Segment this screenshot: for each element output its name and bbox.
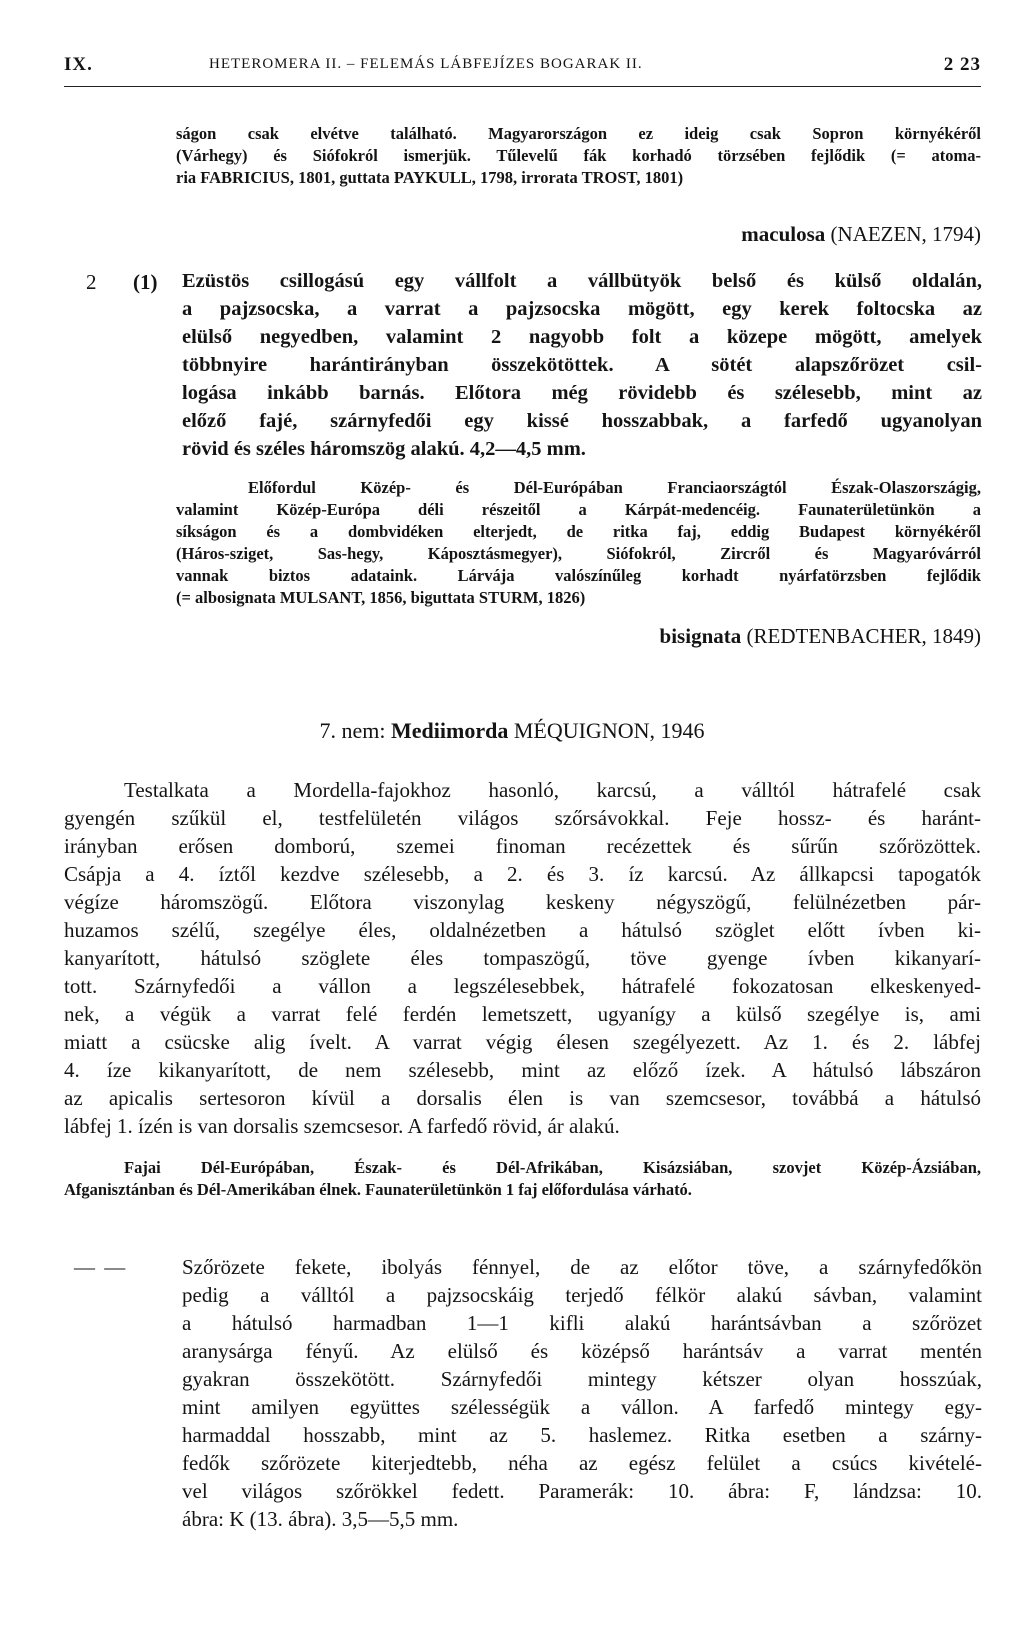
running-header <box>64 54 981 80</box>
key-couplet-marker: (1) <box>133 270 158 294</box>
running-title: HETEROMERA II. – FELEMÁS LÁBFEJÍZES BOGARAK II. <box>209 56 643 72</box>
text-line: kanyarított, hátulsó szöglete éles tompaszögű, töve gyenge ívben kikanyarí- <box>64 946 981 970</box>
text-line: vel világos szőrökkel fedett. Paramerák: 10. ábra: F, lándzsa: 10. <box>182 1479 982 1503</box>
text-line: Fajai Dél-Európában, Észak- és Dél-Afrikában, Kisázsiában, szovjet Közép-Ázsiában, <box>124 1158 981 1177</box>
text-line: fedők szőrözete kiterjedtebb, néha az egész felület a csúcs kivételé- <box>182 1451 982 1475</box>
text-line: mint amilyen együttes szélességük a vállon. A farfedő mintegy egy- <box>182 1395 982 1419</box>
text-line: ria FABRICIUS, 1801, guttata PAYKULL, 1798, irrorata TROST, 1801) <box>176 168 684 187</box>
genus-name: Mediimorda <box>391 718 509 743</box>
text-line: gyakran összekötött. Szárnyfedői mintegy kétszer olyan hosszúak, <box>182 1367 982 1391</box>
text-line: 4. íze kikanyarított, de nem szélesebb, mint az előző ízek. A hátulsó lábszáron <box>64 1058 981 1082</box>
species-heading-bisignata <box>660 624 981 649</box>
text-line: Csápja a 4. íztől kezdve szélesebb, a 2. és 3. íz karcsú. Az állkapcsi tapogatók <box>64 862 981 886</box>
text-line: ságon csak elvétve található. Magyarországon ez ideig csak Sopron környékéről <box>176 124 981 143</box>
text-line: Előfordul Közép- és Dél-Európában Franciaországtól Észak-Olaszországig, <box>248 478 981 497</box>
text-line: tott. Szárnyfedői a vállon a legszélesebbek, hátrafelé fokozatosan elkeskenyed- <box>64 974 981 998</box>
text-line: síkságon és a dombvidéken elterjedt, de ritka faj, eddig Budapest környékéről <box>176 522 981 541</box>
text-line: logása inkább barnás. Előtora még rövidebb és szélesebb, mint az <box>182 382 982 404</box>
page-number: 2 23 <box>943 54 981 75</box>
text-line: ábra: K (13. ábra). 3,5—5,5 mm. <box>182 1507 459 1531</box>
text-line: a hátulsó harmadban 1—1 kifli alakú harántsávban a szőrözet <box>182 1311 982 1335</box>
text-line: harmaddal hosszabb, mint az 5. haslemez. Ritka esetben a szárny- <box>182 1423 982 1447</box>
text-line: vannak biztos adataink. Lárvája valószínűleg korhadt nyárfatörzsben fejlődik <box>176 566 981 585</box>
genus-author: MÉQUIGNON, 1946 <box>513 718 705 743</box>
key-couplet-number: 2 <box>86 270 97 294</box>
text-line: Testalkata a Mordella-fajokhoz hasonló, karcsú, a válltól hátrafelé csak <box>124 778 981 802</box>
species-name: bisignata <box>659 624 742 648</box>
text-line: aranysárga fényű. Az elülső és középső harántsáv a varrat mentén <box>182 1339 982 1363</box>
text-line: végíze háromszögű. Előtora viszonylag keskeny négyszögű, felülnézetben pár- <box>64 890 981 914</box>
text-line: huzamos szélű, szegélye éles, oldalnézetben a hátulsó szöglet előtt ívben ki- <box>64 918 981 942</box>
text-line: valamint Közép-Európa déli részeitől a Kárpát-medencéig. Faunaterületünkön a <box>176 500 981 519</box>
text-line: Szőrözete fekete, ibolyás fénnyel, de az előtor töve, a szárnyfedőkön <box>182 1255 982 1279</box>
text-line: többnyire harántirányban összekötöttek. A sötét alapszőrözet csil- <box>182 354 982 376</box>
species-heading-maculosa <box>741 222 981 247</box>
text-line: Afganisztánban és Dél-Amerikában élnek. Faunaterületünkön 1 faj előfordulása várható. <box>64 1180 692 1199</box>
text-line: (Háros-sziget, Sas-hegy, Káposztásmegyer), Siófokról, Zircről és Magyaróvárról <box>176 544 981 563</box>
text-line: rövid és széles háromszög alakú. 4,2—4,5 mm. <box>182 438 586 460</box>
genus-heading <box>0 718 1024 744</box>
text-line: Ezüstös csillogású egy vállfolt a vállbütyök belső és külső oldalán, <box>182 270 982 292</box>
species-name: maculosa <box>741 222 826 246</box>
genus-prefix: 7. nem: <box>319 718 386 743</box>
key-dashes: — — <box>74 1255 128 1279</box>
text-line: a pajzsocska, a varrat a pajzsocska mögött, egy kerek foltocska az <box>182 298 982 320</box>
text-line: lábfej 1. ízén is van dorsalis szemcsesor. A farfedő rövid, ár alakú. <box>64 1114 620 1138</box>
text-line: az apicalis sertesoron kívül a dorsalis élen is van szemcsesor, továbbá a hátulsó <box>64 1086 981 1110</box>
text-line: miatt a csücske alig ívelt. A varrat végig élesen szegélyezett. Az 1. és 2. lábfej <box>64 1030 981 1054</box>
text-line: irányban erősen domború, szemei finoman recézettek és sűrűn szőrözöttek. <box>64 834 981 858</box>
text-line: pedig a válltól a pajzsocskáig terjedő félkör alakú sávban, valamint <box>182 1283 982 1307</box>
text-line: nek, a végük a varrat felé ferdén lemetszett, ugyanígy a külső szegélye is, ami <box>64 1002 981 1026</box>
header-rule <box>64 86 981 87</box>
text-line: elülső negyedben, valamint 2 nagyobb folt a közepe mögött, amelyek <box>182 326 982 348</box>
volume-number: IX. <box>64 54 93 75</box>
species-author: (REDTENBACHER, 1849) <box>746 624 981 648</box>
text-line: előző fajé, szárnyfedői egy kissé hosszabbak, a farfedő ugyanolyan <box>182 410 982 432</box>
species-author: (NAEZEN, 1794) <box>830 222 981 246</box>
text-line: (Várhegy) és Siófokról ismerjük. Tűlevelű fák korhadó törzsében fejlődik (= atoma- <box>176 146 981 165</box>
text-line: (= albosignata MULSANT, 1856, biguttata STURM, 1826) <box>176 588 586 607</box>
text-line: gyengén szűkül el, testfelületén világos szőrsávokkal. Feje hossz- és haránt- <box>64 806 981 830</box>
